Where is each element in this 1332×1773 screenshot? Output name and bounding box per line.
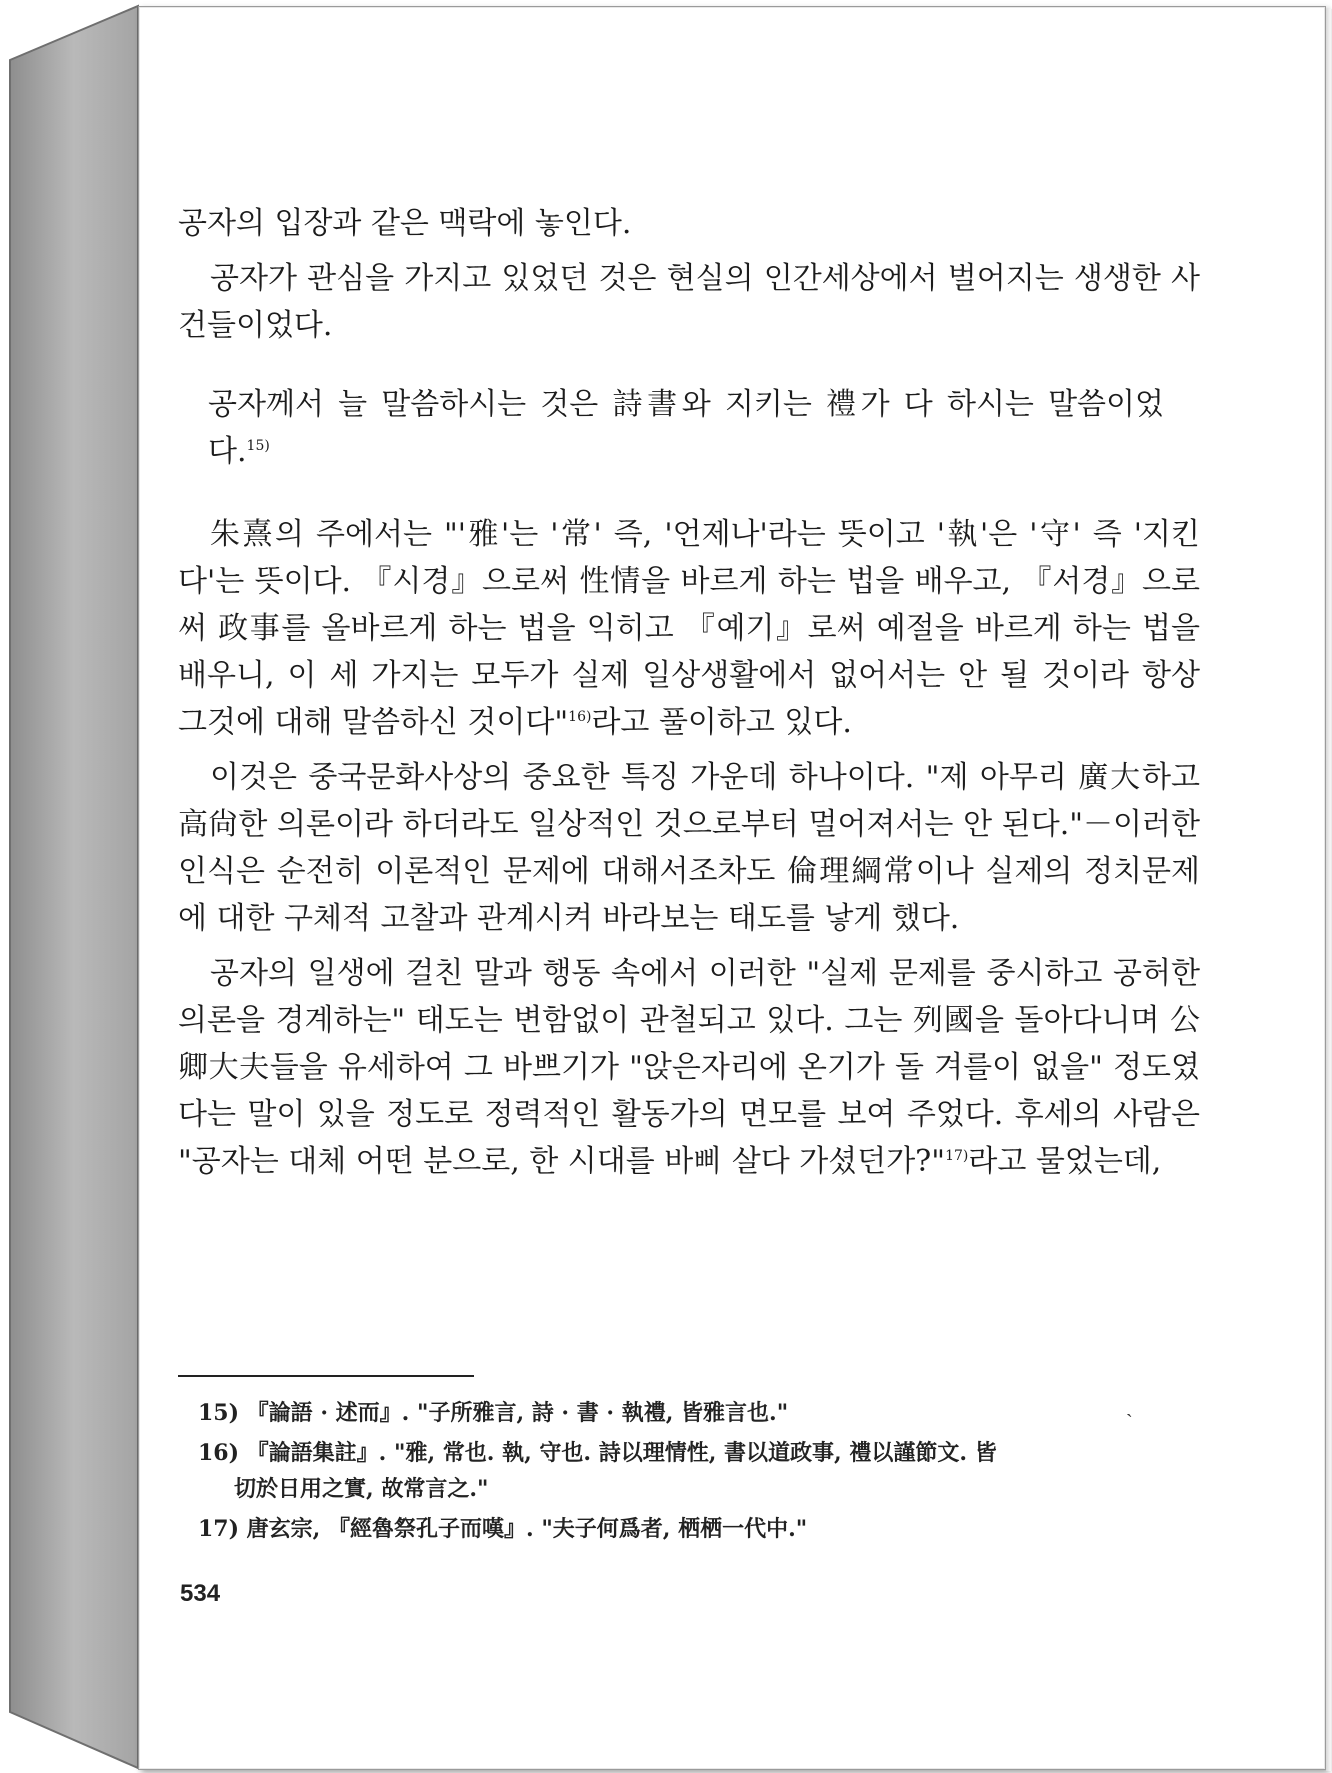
book-spine bbox=[0, 0, 140, 1773]
paragraph-1: 공자의 입장과 같은 맥락에 놓인다. bbox=[178, 206, 632, 241]
footnote-ref-15: 15) bbox=[246, 438, 270, 454]
footnote-ref-17: 17) bbox=[945, 1148, 969, 1164]
page-number: 534 bbox=[180, 1580, 221, 1607]
footnote-16-line-1: 16) 『論語集註』. "雅, 常也. 執, 守也. 詩以理情性, 書以道政事, 禮以謹節文. 皆 bbox=[198, 1440, 997, 1466]
paragraph-5-text: 공자의 일생에 걸친 말과 행동 속에서 이러한 "실제 문제를 중시하고 공허한 의론을 경계하는" 태도는 변함없이 관철되고 있다. 그는 列國을 돌아다니며 公卿大夫들을 유세하여 그 바쁘기가 "앉은자리에 온기가 돌 겨를이 없을" 정도였다는 말이 있을 정도로 정력적인 활동가의 면모를 보여 주었다. 후세의 사람은 "공자는 대체 어떤 분으로, 한 시대를 바삐 살다 가셨던가?" bbox=[178, 956, 1200, 1179]
block-quote bbox=[208, 381, 1164, 475]
footnote-ref-16: 16) bbox=[568, 709, 592, 725]
page-body bbox=[178, 200, 1200, 1193]
paragraph-5 bbox=[178, 950, 1200, 1185]
paragraph-3 bbox=[178, 511, 1200, 746]
paragraph-3-text: 朱熹의 주에서는 "'雅'는 '常' 즉, '언제나'라는 뜻이고 '執'은 '守' 즉 '지킨다'는 뜻이다. 『시경』으로써 性情을 바르게 하는 법을 배우고, 『서경』으로써 政事를 올바르게 하는 법을 익히고 『예기』로써 예절을 바르게 하는 법을 배우니, 이 세 가지는 모두가 실제 일상생활에서 없어서는 안 될 것이라 항상 그것에 대해 말씀하신 것이다" bbox=[178, 517, 1200, 740]
stray-mark: ˴ bbox=[1126, 1400, 1133, 1424]
paragraph-2: 공자가 관심을 가지고 있었던 것은 현실의 인간세상에서 벌어지는 생생한 사건들이었다. bbox=[178, 261, 1200, 343]
quote-text: 공자께서 늘 말씀하시는 것은 詩書와 지키는 禮가 다 하시는 말씀이었다. bbox=[208, 387, 1164, 469]
footnote-17: 17) 唐玄宗, 『經魯祭孔子而嘆』. "夫子何爲者, 栖栖一代中." bbox=[198, 1516, 808, 1542]
paragraph-3-tail: 라고 풀이하고 있다. bbox=[591, 705, 852, 740]
footnotes bbox=[198, 1395, 1200, 1551]
footnote-15: 15) 『論語 · 述而』. "子所雅言, 詩 · 書 · 執禮, 皆雅言也." bbox=[198, 1400, 789, 1426]
footnote-16 bbox=[198, 1435, 1200, 1507]
footnote-divider bbox=[178, 1375, 474, 1377]
page-edge bbox=[1326, 9, 1332, 1771]
paragraph-4: 이것은 중국문화사상의 중요한 특징 가운데 하나이다. "제 아무리 廣大하고 高尙한 의론이라 하더라도 일상적인 것으로부터 멀어져서는 안 된다."－이러한 인식은 순전히 이론적인 문제에 대해서조차도 倫理綱常이나 실제의 정치문제에 대한 구체적 고찰과 관계시켜 바라보는 태도를 낳게 했다. bbox=[178, 760, 1200, 936]
footnote-16-line-2: 切於日用之實, 故常言之." bbox=[234, 1476, 489, 1502]
paragraph-5-tail: 라고 물었는데, bbox=[968, 1144, 1162, 1179]
